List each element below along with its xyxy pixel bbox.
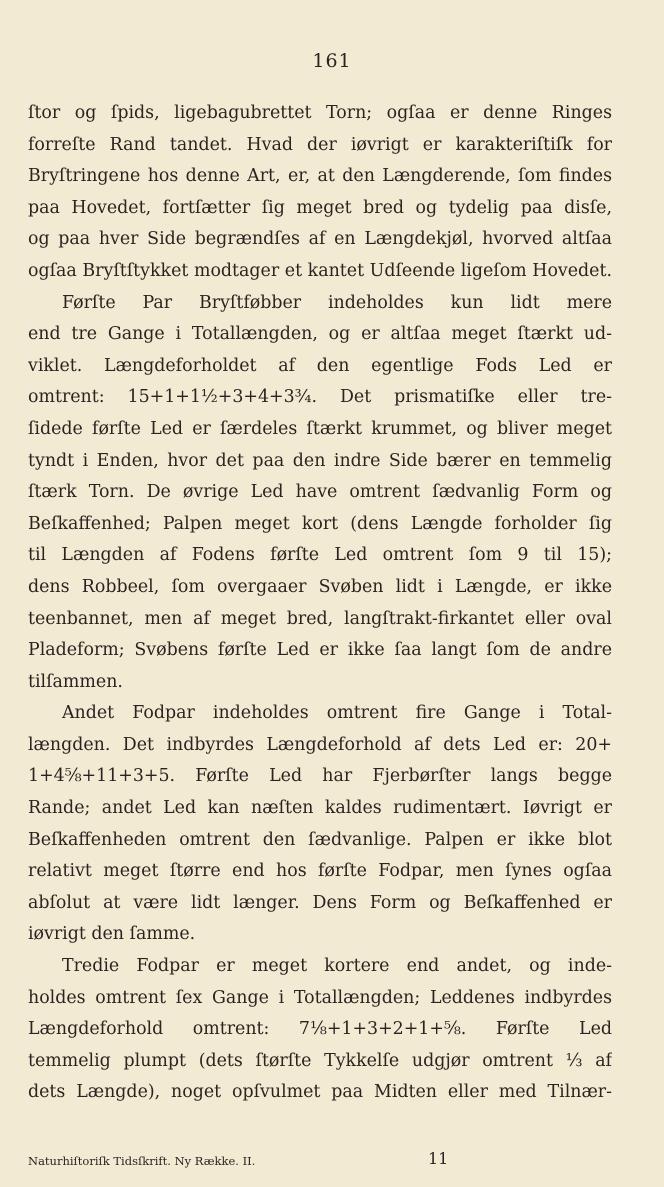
text-line: teenbannet, men af meget bred, langſtrakt-firkantet eller oval — [28, 608, 612, 629]
journal-footer-text: Naturhiſtoriſk Tidsſkrift. Ny Række. II. — [28, 1154, 256, 1168]
text-line: temmelig plumpt (dets ſtørſte Tykkelſe udgjør omtrent ⅓ af — [28, 1050, 612, 1071]
text-line: paa Hovedet, fortſætter ſig meget bred og tydelig paa disſe, — [28, 197, 612, 218]
text-line: til Længden af Fodens førſte Led omtrent ſom 9 til 15); — [28, 545, 612, 566]
text-line: Tredie Fodpar er meget kortere end andet, og inde- — [62, 956, 612, 977]
text-line: dens Robbeel, ſom overgaaer Svøben lidt i Længde, er ikke — [28, 576, 612, 597]
text-line: og paa hver Side begrændſes af en Længdekjøl, hvorved altſaa — [28, 229, 612, 250]
text-line: Andet Fodpar indeholdes omtrent fire Gange i Total- — [62, 703, 612, 724]
text-line: tilſammen. — [28, 671, 123, 692]
text-line: Pladeform; Svøbens førſte Led er ikke ſaa langt ſom de andre — [28, 640, 612, 661]
text-line: ſtor og ſpids, ligebagubrettet Torn; ogſaa er denne Ringes — [28, 103, 612, 123]
text-line: forreſte Rand tandet. Hvad der iøvrigt er karakteriſtiſk for — [28, 134, 612, 155]
text-line: ſtærk Torn. De øvrige Led have omtrent ſædvanlig Form og — [28, 482, 612, 503]
text-line: Beſkaffenheden omtrent den ſædvanlige. Palpen er ikke blot — [28, 829, 612, 850]
page-footer — [28, 1150, 612, 1172]
text-line: viklet. Længdeforholdet af den egentlige Fods Led er — [28, 355, 612, 376]
text-line: Rande; andet Led kan næſten kaldes rudimentært. Iøvrigt er — [28, 798, 612, 819]
text-line: 1+4⅝+11+3+5. Førſte Led har Fjerbørſter langs begge — [28, 766, 612, 787]
text-line: Beſkaffenhed; Palpen meget kort (dens Længde forholder ſig — [28, 513, 612, 534]
text-line: holdes omtrent ſex Gange i Totallængden; Leddenes indbyrdes — [28, 987, 612, 1008]
text-line: end tre Gange i Totallængden, og er altſaa meget ſtærkt ud- — [28, 324, 612, 345]
text-line: relativt meget ſtørre end hos førſte Fodpar, men ſynes ogſaa — [28, 861, 612, 882]
text-line: Bryſtringene hos denne Art, er, at den Længderende, ſom findes — [28, 166, 612, 187]
text-line: ſidede førſte Led er ſærdeles ſtærkt krummet, og bliver meget — [28, 418, 612, 439]
text-line: iøvrigt den ſamme. — [28, 924, 196, 945]
text-line: omtrent: 15+1+1½+3+4+3¾. Det prismatiſke eller tre- — [28, 387, 612, 408]
page-number: 161 — [312, 50, 352, 72]
signature-mark: 11 — [428, 1149, 449, 1168]
text-line: ogſaa Bryſtſtykket modtager et kantet Udſeende ligeſom Hovedet. — [28, 260, 612, 281]
text-line: Længdeforhold omtrent: 7⅛+1+3+2+1+⅝. Førſte Led — [28, 1019, 612, 1040]
text-line: tyndt i Enden, hvor det paa den indre Side bærer en temmelig — [28, 450, 612, 471]
text-line: dets Længde), noget opſvulmet paa Midten eller med Tilnær- — [28, 1082, 612, 1103]
text-line: Førſte Par Bryſtføbber indeholdes kun lidt mere — [62, 292, 612, 313]
text-line: abſolut at være lidt længer. Dens Form og Beſkaffenhed er — [28, 892, 612, 913]
text-line: længden. Det indbyrdes Længdeforhold af dets Led er: 20+ — [28, 734, 612, 755]
body-text — [28, 98, 612, 1109]
